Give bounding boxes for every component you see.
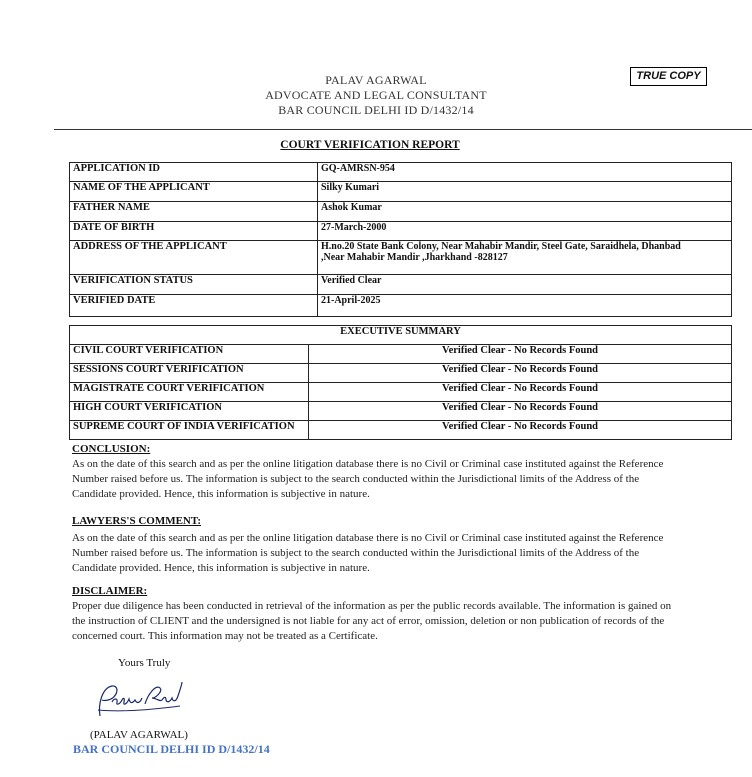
detail-label: VERIFICATION STATUS: [70, 275, 318, 295]
address-line-1: H.no.20 State Bank Colony, Near Mahabir Mandir, Steel Gate, Saraidhela, Dhanbad: [321, 241, 681, 252]
summary-value: Verified Clear - No Records Found: [309, 345, 732, 364]
disclaimer-line-3: concerned court. This information may not be treated as a Certificate.: [72, 630, 378, 642]
table-row: [70, 364, 732, 383]
table-row: [70, 326, 732, 345]
table-row: [70, 163, 732, 182]
summary-value: Verified Clear - No Records Found: [309, 383, 732, 402]
summary-label: MAGISTRATE COURT VERIFICATION: [70, 383, 309, 402]
signatory-name: (PALAV AGARWAL): [90, 729, 188, 741]
table-row: [70, 182, 732, 202]
detail-value: Silky Kumari: [318, 182, 732, 202]
disclaimer-text: [72, 599, 732, 644]
header-line-2: ADVOCATE AND LEGAL CONSULTANT: [265, 88, 487, 102]
table-row: [70, 222, 732, 241]
conclusion-line-1: As on the date of this search and as per the online litigation database there is no Civil or Criminal case instituted against the Reference: [72, 458, 664, 470]
conclusion-line-3: Candidate provided. Hence, this information is subjective in nature.: [72, 488, 370, 500]
summary-value: Verified Clear - No Records Found: [309, 421, 732, 440]
executive-summary-table: [69, 325, 732, 440]
header-line-1: PALAV AGARWAL: [325, 73, 427, 87]
disclaimer-line-1: Proper due diligence has been conducted in retrieval of the information as per the public records available. The information is gained on: [72, 600, 672, 612]
yours-truly: Yours Truly: [118, 657, 171, 669]
disclaimer-line-2: the instruction of CLIENT and the undersigned is not liable for any act of error, omission, deletion or non publication of records of the: [72, 615, 665, 627]
table-row: [70, 241, 732, 275]
true-copy-stamp: TRUE COPY: [630, 67, 707, 86]
detail-label: APPLICATION ID: [70, 163, 318, 182]
conclusion-heading: CONCLUSION:: [72, 443, 151, 455]
detail-value: Verified Clear: [318, 275, 732, 295]
detail-label: NAME OF THE APPLICANT: [70, 182, 318, 202]
lawyers-comment-line-2: Number raised before us. The information is subject to the search conducted within the Jurisdictional limits of the Address of the: [72, 547, 640, 559]
summary-label: SUPREME COURT OF INDIA VERIFICATION: [70, 421, 309, 440]
detail-label: VERIFIED DATE: [70, 295, 318, 317]
summary-value: Verified Clear - No Records Found: [309, 364, 732, 383]
table-row: [70, 202, 732, 222]
detail-value: Ashok Kumar: [318, 202, 732, 222]
detail-label: FATHER NAME: [70, 202, 318, 222]
header-divider: [54, 129, 752, 130]
detail-value: 27-March-2000: [318, 222, 732, 241]
detail-value: GQ-AMRSN-954: [318, 163, 732, 182]
lawyers-comment-line-1: As on the date of this search and as per the online litigation database there is no Civil or Criminal case instituted against the Reference: [72, 532, 664, 544]
summary-label: SESSIONS COURT VERIFICATION: [70, 364, 309, 383]
lawyers-comment-text: [72, 531, 732, 576]
summary-label: HIGH COURT VERIFICATION: [70, 402, 309, 421]
table-row: [70, 421, 732, 440]
signature-graphic: [90, 676, 190, 724]
conclusion-text: [72, 457, 732, 502]
lawyers-comment-heading: LAWYERS'S COMMENT:: [72, 515, 202, 527]
table-row: [70, 345, 732, 364]
report-title: COURT VERIFICATION REPORT: [280, 139, 460, 151]
table-row: [70, 275, 732, 295]
conclusion-line-2: Number raised before us. The information is subject to the search conducted within the Jurisdictional limits of the Address of the: [72, 473, 640, 485]
disclaimer-heading: DISCLAIMER:: [72, 585, 148, 597]
table-row: [70, 402, 732, 421]
address-line-2: ,Near Mahabir Mandir ,Jharkhand -828127: [321, 252, 508, 263]
detail-label: DATE OF BIRTH: [70, 222, 318, 241]
signature: [90, 676, 190, 729]
detail-value-address: [318, 241, 732, 275]
table-row: [70, 383, 732, 402]
summary-heading: EXECUTIVE SUMMARY: [70, 326, 732, 345]
table-row: [70, 295, 732, 317]
applicant-details-table: [69, 162, 732, 317]
summary-label: CIVIL COURT VERIFICATION: [70, 345, 309, 364]
summary-value: Verified Clear - No Records Found: [309, 402, 732, 421]
detail-value: 21-April-2025: [318, 295, 732, 317]
signatory-bar-id: BAR COUNCIL DELHI ID D/1432/14: [73, 742, 270, 756]
lawyers-comment-line-3: Candidate provided. Hence, this information is subjective in nature.: [72, 562, 370, 574]
header-line-3: BAR COUNCIL DELHI ID D/1432/14: [278, 103, 474, 117]
detail-label: ADDRESS OF THE APPLICANT: [70, 241, 318, 275]
